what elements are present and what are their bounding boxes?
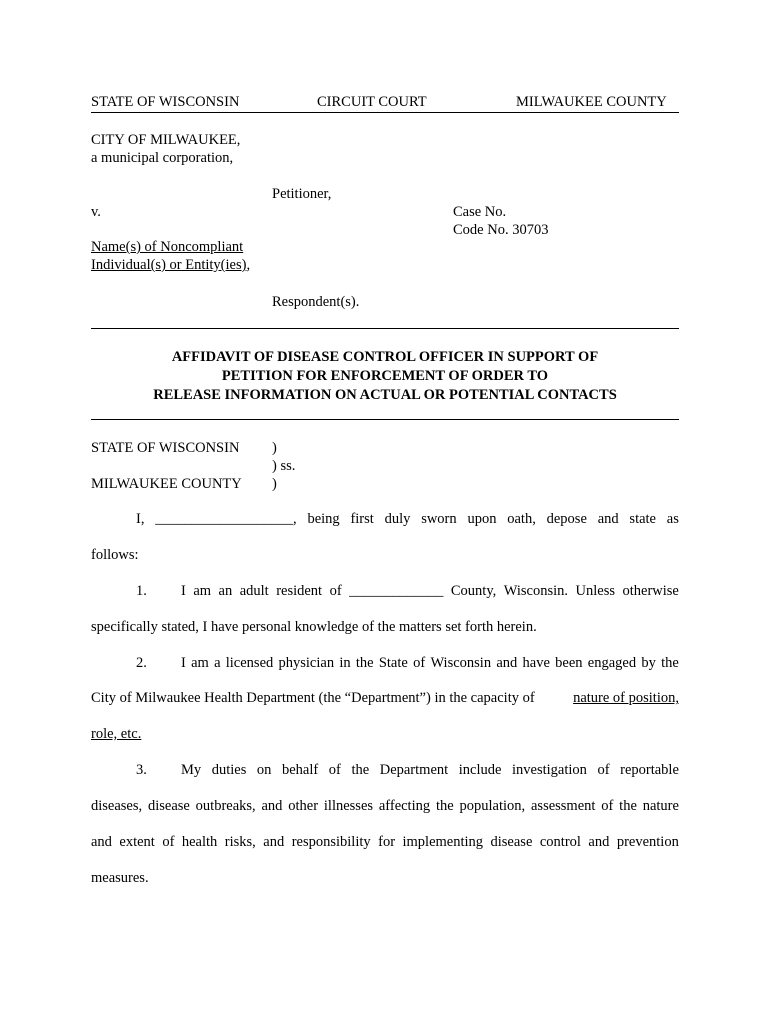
word: and — [588, 834, 610, 850]
word: state — [629, 511, 656, 527]
word: _____________ — [349, 583, 444, 599]
word: first — [350, 511, 374, 527]
petitioner-role: Petitioner, — [272, 186, 332, 202]
word: risks, — [224, 834, 256, 850]
intro-line1 — [136, 511, 679, 528]
word: depose — [546, 511, 587, 527]
petitioner-name: CITY OF MILWAUKEE, — [91, 132, 241, 148]
word: My — [181, 762, 202, 778]
word: of — [413, 655, 426, 671]
word: the — [351, 762, 370, 778]
word: and — [263, 834, 285, 850]
caption-rule — [91, 328, 679, 329]
venue-county: MILWAUKEE COUNTY — [91, 476, 242, 492]
word: duly — [384, 511, 411, 527]
word: of — [162, 834, 175, 850]
paragraph3-line3 — [91, 834, 679, 851]
word: include — [458, 762, 502, 778]
paragraph2-line3: role, etc. — [91, 726, 142, 742]
title-line1: AFFIDAVIT OF DISEASE CONTROL OFFICER IN SUPPORT OF — [171, 349, 599, 365]
word: been — [555, 655, 583, 671]
word: and — [597, 511, 619, 527]
word: investigation — [511, 762, 587, 778]
word: implementing — [402, 834, 484, 850]
word: adult — [239, 583, 269, 599]
word: and — [91, 834, 112, 850]
title-line2: PETITION FOR ENFORCEMENT OF ORDER TO — [221, 368, 549, 384]
word: of — [601, 798, 614, 814]
paragraph2-line1 — [181, 655, 679, 672]
respondent-name-line2-text: Individual(s) or Entity(ies) — [91, 257, 247, 273]
venue-paren-bottom: ) — [272, 476, 277, 492]
word: oath, — [507, 511, 536, 527]
word: of — [597, 762, 610, 778]
header-court: CIRCUIT COURT — [317, 94, 427, 110]
word: Wisconsin. — [503, 583, 569, 599]
word: Wisconsin — [430, 655, 492, 671]
case-number: Case No. — [453, 204, 507, 220]
paragraph3-line2 — [91, 798, 679, 815]
word: and — [496, 655, 518, 671]
header-rule — [91, 112, 679, 113]
word: outbreaks, — [195, 798, 256, 814]
paragraph2-line2-text: City of Milwaukee Health Department (the “Department”) in the capacity of — [91, 690, 535, 706]
paragraph3-line1 — [181, 762, 679, 779]
title-line3: RELEASE INFORMATION ON ACTUAL OR POTENTIAL CONTACTS — [153, 387, 617, 403]
respondent-name-line1: Name(s) of Noncompliant — [91, 239, 244, 255]
word: of — [329, 583, 342, 599]
respondent-role: Respondent(s). — [272, 294, 360, 310]
word: engaged — [587, 655, 637, 671]
respondent-name-line2 — [91, 257, 250, 274]
word: the — [661, 655, 679, 671]
word: of — [328, 762, 341, 778]
word: being — [307, 511, 340, 527]
title-rule — [91, 419, 679, 420]
word: on — [256, 762, 272, 778]
word: prevention — [616, 834, 679, 850]
word: Unless — [575, 583, 615, 599]
word: behalf — [281, 762, 319, 778]
word: health — [181, 834, 218, 850]
word: affecting — [378, 798, 431, 814]
word: as — [666, 511, 679, 527]
word: I, — [136, 511, 145, 527]
word: resident — [276, 583, 323, 599]
word: duties — [211, 762, 247, 778]
word: extent — [119, 834, 155, 850]
paragraph1-line1 — [181, 583, 679, 600]
word: the — [355, 655, 374, 671]
word: disease — [490, 834, 533, 850]
word: physician — [278, 655, 335, 671]
word: control — [539, 834, 581, 850]
respondent-comma: , — [246, 257, 251, 273]
word: Department — [379, 762, 449, 778]
word: for — [378, 834, 396, 850]
word: the — [619, 798, 637, 814]
petitioner-description: a municipal corporation, — [91, 150, 234, 166]
word: and — [261, 798, 283, 814]
paragraph3-line4: measures. — [91, 870, 149, 886]
word: responsibility — [291, 834, 371, 850]
word: ___________________, — [155, 511, 297, 527]
paragraph2-line2 — [91, 690, 679, 707]
word: County, — [450, 583, 497, 599]
word: have — [522, 655, 550, 671]
word: other — [288, 798, 319, 814]
word: the — [435, 798, 454, 814]
word: State — [378, 655, 408, 671]
word: am — [191, 655, 209, 671]
venue-state: STATE OF WISCONSIN — [91, 440, 240, 456]
word: an — [218, 583, 233, 599]
word: sworn — [421, 511, 457, 527]
word: upon — [467, 511, 497, 527]
word: diseases, — [91, 798, 143, 814]
header-county: MILWAUKEE COUNTY — [516, 94, 667, 110]
header-state: STATE OF WISCONSIN — [91, 94, 240, 110]
paragraph1-line2: specifically stated, I have personal knowledge of the matters set forth herein. — [91, 619, 537, 635]
intro-line2: follows: — [91, 547, 139, 563]
word: in — [339, 655, 351, 671]
word: illnesses — [323, 798, 374, 814]
paragraph2-number: 2. — [136, 655, 147, 671]
position-placeholder: nature of position, — [573, 690, 679, 706]
paragraph3-number: 3. — [136, 762, 147, 778]
venue-paren-top: ) — [272, 440, 277, 456]
document-title — [91, 348, 679, 405]
word: otherwise — [622, 583, 679, 599]
venue-ss: ) ss. — [272, 458, 296, 474]
word: licensed — [225, 655, 274, 671]
word: by — [641, 655, 656, 671]
code-number: Code No. 30703 — [453, 222, 549, 238]
word: a — [214, 655, 221, 671]
word: nature — [642, 798, 679, 814]
word: am — [193, 583, 212, 599]
word: reportable — [620, 762, 679, 778]
versus: v. — [91, 204, 101, 220]
word: population, — [459, 798, 526, 814]
word: assessment — [530, 798, 596, 814]
paragraph1-number: 1. — [136, 583, 147, 599]
word: I — [181, 655, 186, 671]
word: I — [181, 583, 186, 599]
word: disease — [147, 798, 190, 814]
